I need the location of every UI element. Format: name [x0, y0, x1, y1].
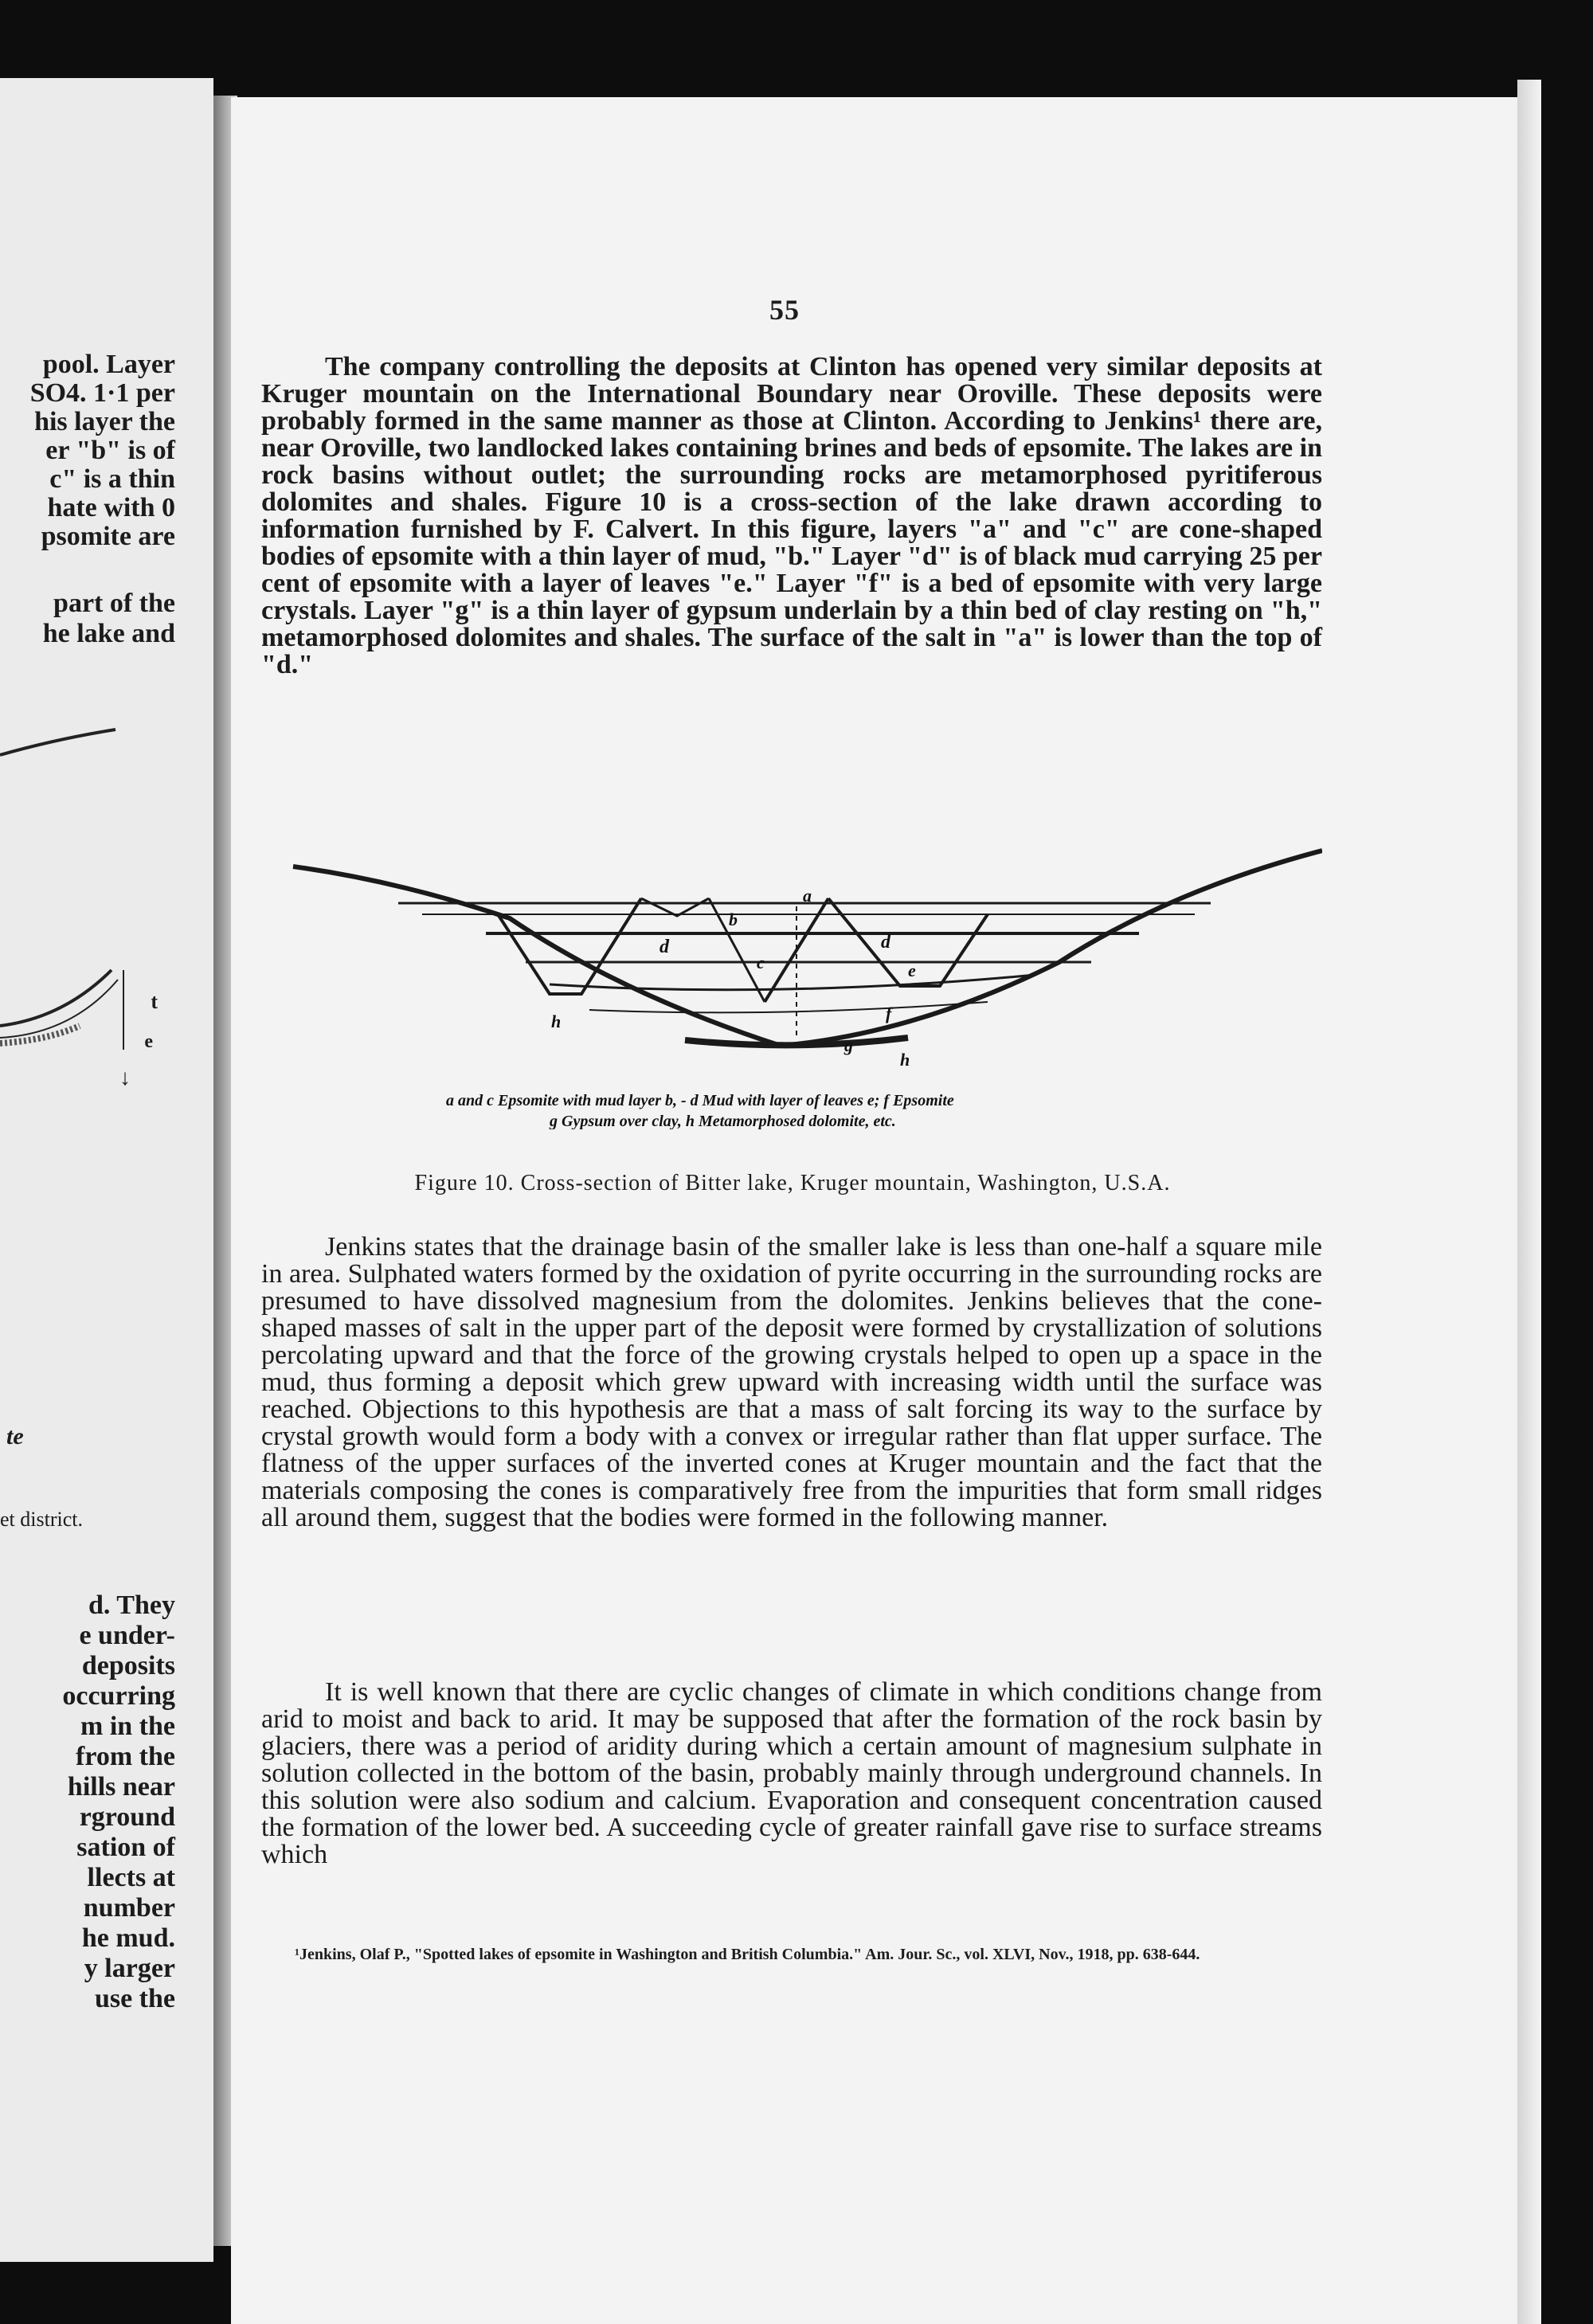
left-page-line: number	[83, 1893, 175, 1923]
figure-label-c: c	[757, 953, 765, 972]
left-page-line: y larger	[84, 1954, 175, 1983]
left-page-line: hills near	[67, 1772, 175, 1802]
left-figure-label: t	[151, 990, 158, 1013]
figure-label-d: d	[881, 932, 890, 953]
footnote: ¹Jenkins, Olaf P., "Spotted lakes of epsomite in Washington and British Columbia." Am. Jour. Sc., vol. XLVI, Nov., 1918, pp. 638-644.	[295, 1946, 1200, 1963]
left-page-line: occurring	[62, 1681, 175, 1711]
figure-label-f: f	[886, 1004, 892, 1023]
left-page-line: he lake and	[42, 619, 175, 648]
left-figure-label: e	[144, 1031, 153, 1052]
left-figure-label: ↓	[119, 1066, 131, 1090]
left-page-line: he mud.	[81, 1923, 175, 1953]
figure-legend-line-2: g Gypsum over clay, h Metamorphosed dolomite, etc.	[550, 1113, 896, 1129]
left-page-line: e under-	[79, 1621, 175, 1650]
left-page-line: psomite are	[41, 522, 175, 551]
left-page-line: hate with 0	[47, 493, 175, 522]
cross-section-figure	[287, 843, 1322, 1129]
left-page-line: pool. Layer	[42, 350, 175, 379]
figure-label-e: e	[908, 961, 916, 980]
left-legend-fragment: te	[6, 1423, 24, 1450]
left-page-line: his layer the	[34, 407, 175, 436]
paragraph-1: The company controlling the deposits at Clinton has opened very similar deposits at Kruger mountain on the International Boundary near Oroville. These deposits were probably formed in the same manner as those at Clinton. According to Jenkins¹ there are, near Oroville, two landlocked lakes containing brines and beds of epsomite. The lakes are in rock basins without outlet; the surrounding rocks are metamorphosed pyritiferous dolomites and shales. Figure 10 is a cross-section of the lake drawn according to information furnished by F. Calvert. In this figure, layers "a" and "c" are cone-shaped bodies of epsomite with a thin layer of mud, "b." Layer "d" is of black mud carrying 25 per cent of epsomite with a layer of leaves "e." Layer "f" is a bed of epsomite with very large crystals. Layer "g" is a thin layer of gypsum underlain by a thin bed of clay resting on "h," metamorphosed dolomites and shales. The surface of the salt in "a" is lower than the top of "d."	[261, 352, 1322, 679]
left-page-fragment	[0, 78, 213, 2262]
figure-caption: Figure 10. Cross-section of Bitter lake, Kruger mountain, Washington, U.S.A.	[414, 1171, 1171, 1195]
left-page-line: deposits	[81, 1651, 175, 1680]
left-page-line: SO4. 1·1 per	[29, 378, 175, 408]
figure-label-b: b	[729, 910, 738, 929]
left-page-figure	[0, 683, 213, 1050]
left-page-line: m in the	[80, 1712, 175, 1741]
left-page-line: use the	[94, 1984, 175, 2013]
left-page-line: c" is a thin	[49, 464, 175, 494]
cross-section-drawing	[287, 843, 1322, 1129]
page-edge	[1517, 80, 1541, 2324]
left-page-line: rground	[79, 1802, 175, 1832]
figure-label-d: d	[660, 937, 669, 957]
paragraph-2: Jenkins states that the drainage basin of the smaller lake is less than one-half a square mile in area. Sulphated waters formed by the oxidation of pyrite occurring in the surrounding rocks are presumed to have dissolved magnesium from the dolomites. Jenkins believes that the cone-shaped masses of salt in the upper part of the deposit were formed by crystallization of solutions percolating upward and that the force of the growing crystals helped to open up a space in the mud, thus forming a deposit which grew upward with increasing width until the surface was reached. Objections to this hypothesis are that a mass of salt forcing its way to the surface by crystal growth would form a body with a convex or irregular rather than flat upper surface. The flatness of the upper surfaces of the inverted cones at Kruger mountain and the fact that the materials composing the cones is comparatively free from the impurities that form small ridges all around them, suggest that the bodies were formed in the following manner.	[261, 1232, 1322, 1532]
paragraph-3: It is well known that there are cyclic changes of climate in which conditions change from arid to moist and back to arid. It may be supposed that after the formation of the rock basin by glaciers, there was a period of aridity during which a certain amount of magnesium sulphate in solution collected in the bottom of the basin, probably mainly through underground channels. In this solution were also sodium and calcium. Evaporation and consequent concentration caused the formation of the lower bed. A succeeding cycle of greater rainfall gave rise to surface streams which	[261, 1677, 1322, 1869]
page-number: 55	[769, 294, 800, 326]
left-page-line: sation of	[76, 1833, 175, 1862]
figure-label-h: h	[900, 1050, 910, 1070]
left-page-line: from the	[76, 1742, 175, 1771]
figure-legend-line-1: a and c Epsomite with mud layer b, - d Mud with layer of leaves e; f Epsomite	[446, 1092, 954, 1109]
figure-label-a: a	[803, 886, 812, 906]
figure-label-g: g	[844, 1035, 853, 1055]
left-page-line: er "b" is of	[45, 436, 175, 465]
left-page-line: d. They	[88, 1590, 175, 1620]
left-page-line: llects at	[87, 1863, 175, 1892]
figure-label-h: h	[551, 1011, 562, 1031]
left-caption-fragment: et district.	[0, 1508, 83, 1531]
left-page-line: part of the	[53, 589, 175, 618]
